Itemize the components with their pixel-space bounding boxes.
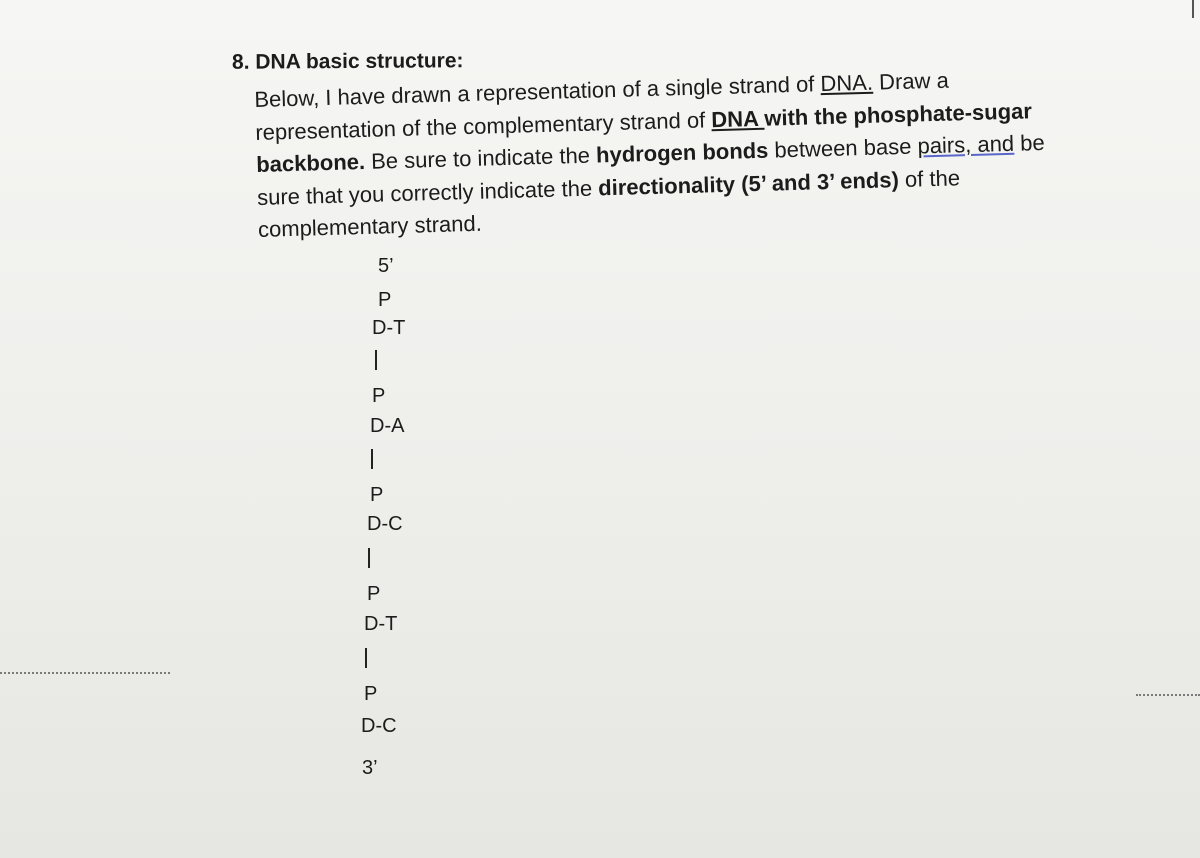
- sugar-base-2: D-A: [370, 415, 405, 437]
- pairs-underlined: pairs, and: [917, 130, 1015, 159]
- question-line-4: sure that you correctly indicate the directionality (5’ and 3’ ends) of the: [256, 164, 961, 210]
- sugar-base-4: D-T: [364, 613, 398, 635]
- phosphate-1: P: [378, 289, 392, 311]
- question-body: [254, 59, 1138, 246]
- sugar-base-5: D-C: [361, 715, 397, 737]
- question-title: 8. DNA basic structure:: [231, 49, 464, 74]
- backbone-bond-2: [371, 449, 373, 469]
- backbone-bond-4: [365, 648, 367, 668]
- three-prime-label: 3’: [362, 757, 378, 779]
- backbone-bond-1: [375, 350, 377, 370]
- phosphate-3: P: [370, 484, 384, 506]
- page-edge-mark: [1192, 0, 1194, 18]
- phosphate-2: P: [372, 385, 386, 407]
- question-line-1: Below, I have drawn a representation of a single strand of DNA. Draw a: [254, 67, 950, 112]
- dotted-rule-right: [1136, 694, 1200, 696]
- phosphate-4: P: [367, 583, 381, 605]
- question-line-5: complementary strand.: [257, 210, 483, 242]
- question-line-3: backbone. Be sure to indicate the hydrogen bonds between base pairs, and be: [255, 129, 1046, 177]
- five-prime-label: 5’: [378, 255, 394, 277]
- dotted-rule-left: [0, 672, 170, 674]
- dna-underlined-2: DNA: [710, 105, 765, 132]
- phosphate-5: P: [364, 683, 378, 705]
- dna-underlined: DNA.: [820, 69, 874, 97]
- question-line-2: representation of the complementary strand of DNA with the phosphate-sugar: [254, 97, 1033, 145]
- sugar-base-3: D-C: [367, 513, 403, 535]
- backbone-bond-3: [368, 548, 370, 568]
- sugar-base-1: D-T: [372, 317, 406, 339]
